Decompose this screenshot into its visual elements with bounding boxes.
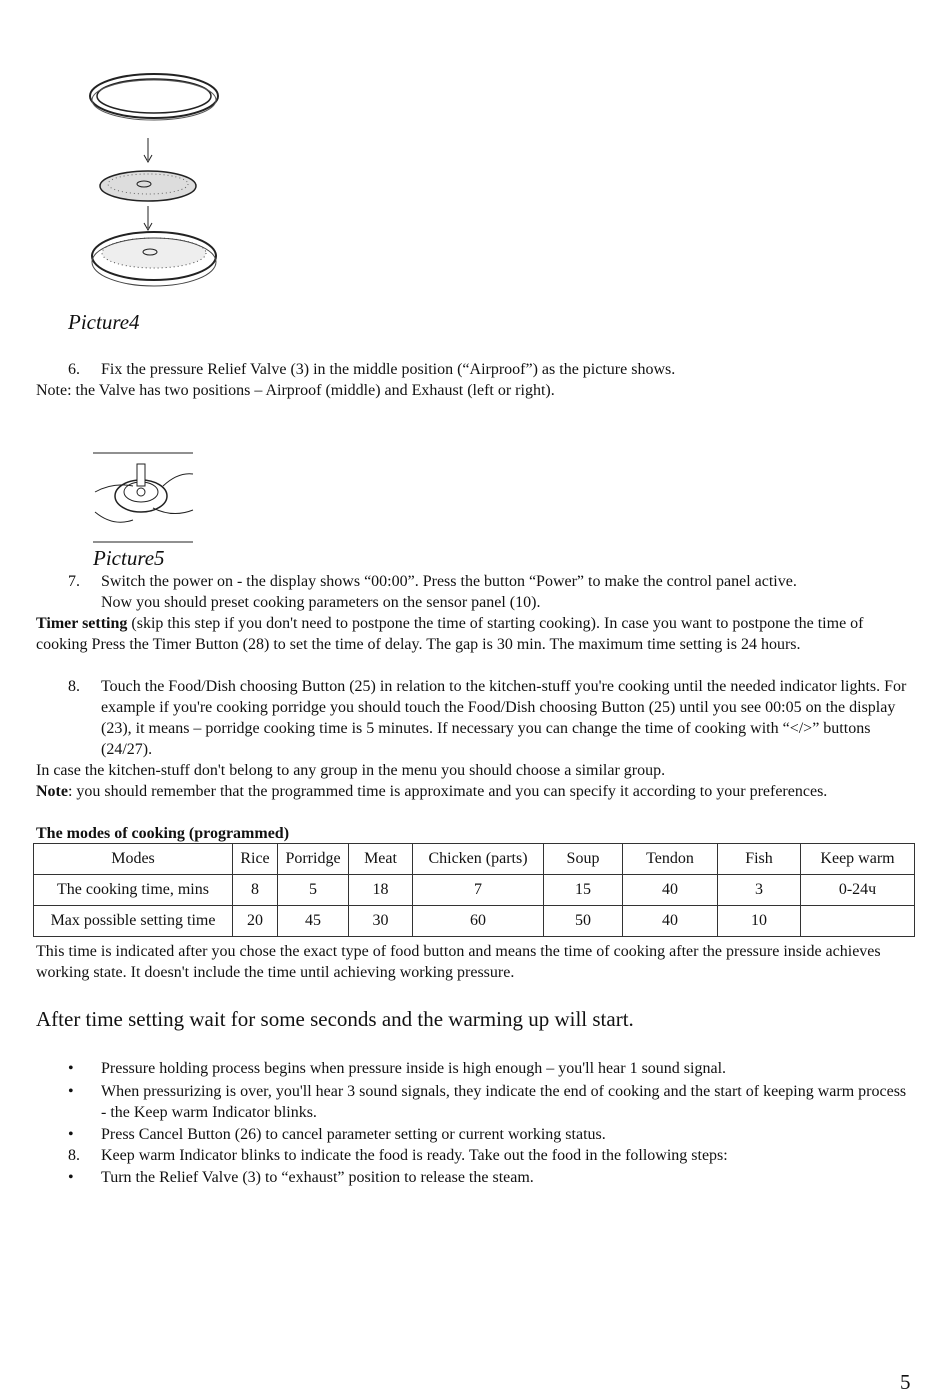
similar-group-text: In case the kitchen-stuff don't belong to any group in the menu you should choose a similar group. [36, 762, 666, 779]
table-cell: 40 [623, 906, 718, 937]
table-header-cell: Keep warm [801, 844, 915, 875]
bullet-marker: • [68, 1169, 74, 1186]
table-cell [801, 906, 915, 937]
table-header-row [34, 844, 915, 875]
picture5-caption: Picture5 [93, 546, 165, 570]
step6-number: 6. [68, 361, 80, 378]
step-marker: 8. [68, 1147, 80, 1164]
table-cell: 5 [278, 875, 349, 906]
timer-setting-heading: Timer setting [36, 615, 128, 632]
table-cell: 20 [233, 906, 278, 937]
table-cell: 18 [349, 875, 413, 906]
table-header-cell: Rice [233, 844, 278, 875]
timer-setting-text: (skip this step if you don't need to postpone the time of starting cooking). In case you want to postpone the time of cooking Press the Timer Button (28) to set the time of delay. The gap is 30 min. The maximum time setting is 24 hours. [36, 615, 864, 653]
list-item-text: Turn the Relief Valve (3) to “exhaust” position to release the steam. [101, 1169, 534, 1186]
table-cell: 15 [544, 875, 623, 906]
step8-text: Touch the Food/Dish choosing Button (25) in relation to the kitchen-stuff you're cooking until the needed indicator lights. For example if you're cooking porridge you should touch the Food/Dish choosing Button (25) until you see 00:05 on the display (23), it means – porridge cooking time is 5 minutes. If necessary you can change the time of cooking with “</>” buttons (24/27). [101, 678, 907, 758]
table-cell: 7 [413, 875, 544, 906]
table-cell: 50 [544, 906, 623, 937]
note-heading: Note [36, 783, 68, 800]
table-cell: 0-24ч [801, 875, 915, 906]
table-title: The modes of cooking (programmed) [36, 825, 290, 842]
table-header-cell: Meat [349, 844, 413, 875]
cooking-modes-table [33, 843, 915, 937]
table-cell: The cooking time, mins [34, 875, 233, 906]
table-header-cell: Fish [718, 844, 801, 875]
after-time-setting-text: After time setting wait for some seconds and the warming up will start. [36, 1007, 634, 1031]
table-header-cell: Porridge [278, 844, 349, 875]
table-cell: 3 [718, 875, 801, 906]
list-item-text: Press Cancel Button (26) to cancel parameter setting or current working status. [101, 1126, 606, 1143]
list-item-text: When pressurizing is over, you'll hear 3 sound signals, they indicate the end of cooking and the start of keeping warm process - the Keep warm Indicator blinks. [101, 1083, 907, 1121]
note-paragraph [36, 781, 896, 802]
table-cell: 40 [623, 875, 718, 906]
bullet-marker: • [68, 1060, 74, 1077]
picture4-caption: Picture4 [68, 310, 140, 334]
table-header-cell: Chicken (parts) [413, 844, 544, 875]
table-cell: 8 [233, 875, 278, 906]
bullet-marker: • [68, 1083, 74, 1100]
timer-setting-paragraph [36, 613, 916, 655]
step7-line1: Switch the power on - the display shows “00:00”. Press the button “Power” to make the control panel active. [101, 573, 797, 590]
table-header-cell: Modes [34, 844, 233, 875]
step6-note: Note: the Valve has two positions – Airproof (middle) and Exhaust (left or right). [36, 382, 555, 399]
page-number: 5 [900, 1370, 911, 1394]
step7-number: 7. [68, 573, 80, 590]
table-cell: 45 [278, 906, 349, 937]
table-header-cell: Soup [544, 844, 623, 875]
table-row [34, 875, 915, 906]
note-text: : you should remember that the programmed time is approximate and you can specify it according to your preferences. [67, 783, 828, 800]
table-note: This time is indicated after you chose the exact type of food button and means the time of cooking after the pressure inside achieves working state. It doesn't include the time until achieving working pressure. [36, 943, 881, 981]
step6-text: Fix the pressure Relief Valve (3) in the middle position (“Airproof”) as the picture shows. [101, 361, 676, 378]
table-cell: 10 [718, 906, 801, 937]
table-cell: 30 [349, 906, 413, 937]
table-cell: 60 [413, 906, 544, 937]
relief-valve-illustration [93, 452, 195, 544]
step7-line2: Now you should preset cooking parameters on the sensor panel (10). [101, 594, 541, 611]
table-row [34, 906, 915, 937]
step8-number: 8. [68, 678, 80, 695]
table-cell: Max possible setting time [34, 906, 233, 937]
bullet-marker: • [68, 1126, 74, 1143]
list-item-text: Pressure holding process begins when pressure inside is high enough – you'll hear 1 sound signal. [101, 1060, 727, 1077]
table-header-cell: Tendon [623, 844, 718, 875]
list-item-text: Keep warm Indicator blinks to indicate the food is ready. Take out the food in the following steps: [101, 1147, 728, 1164]
lid-assembly-illustration [82, 66, 227, 291]
